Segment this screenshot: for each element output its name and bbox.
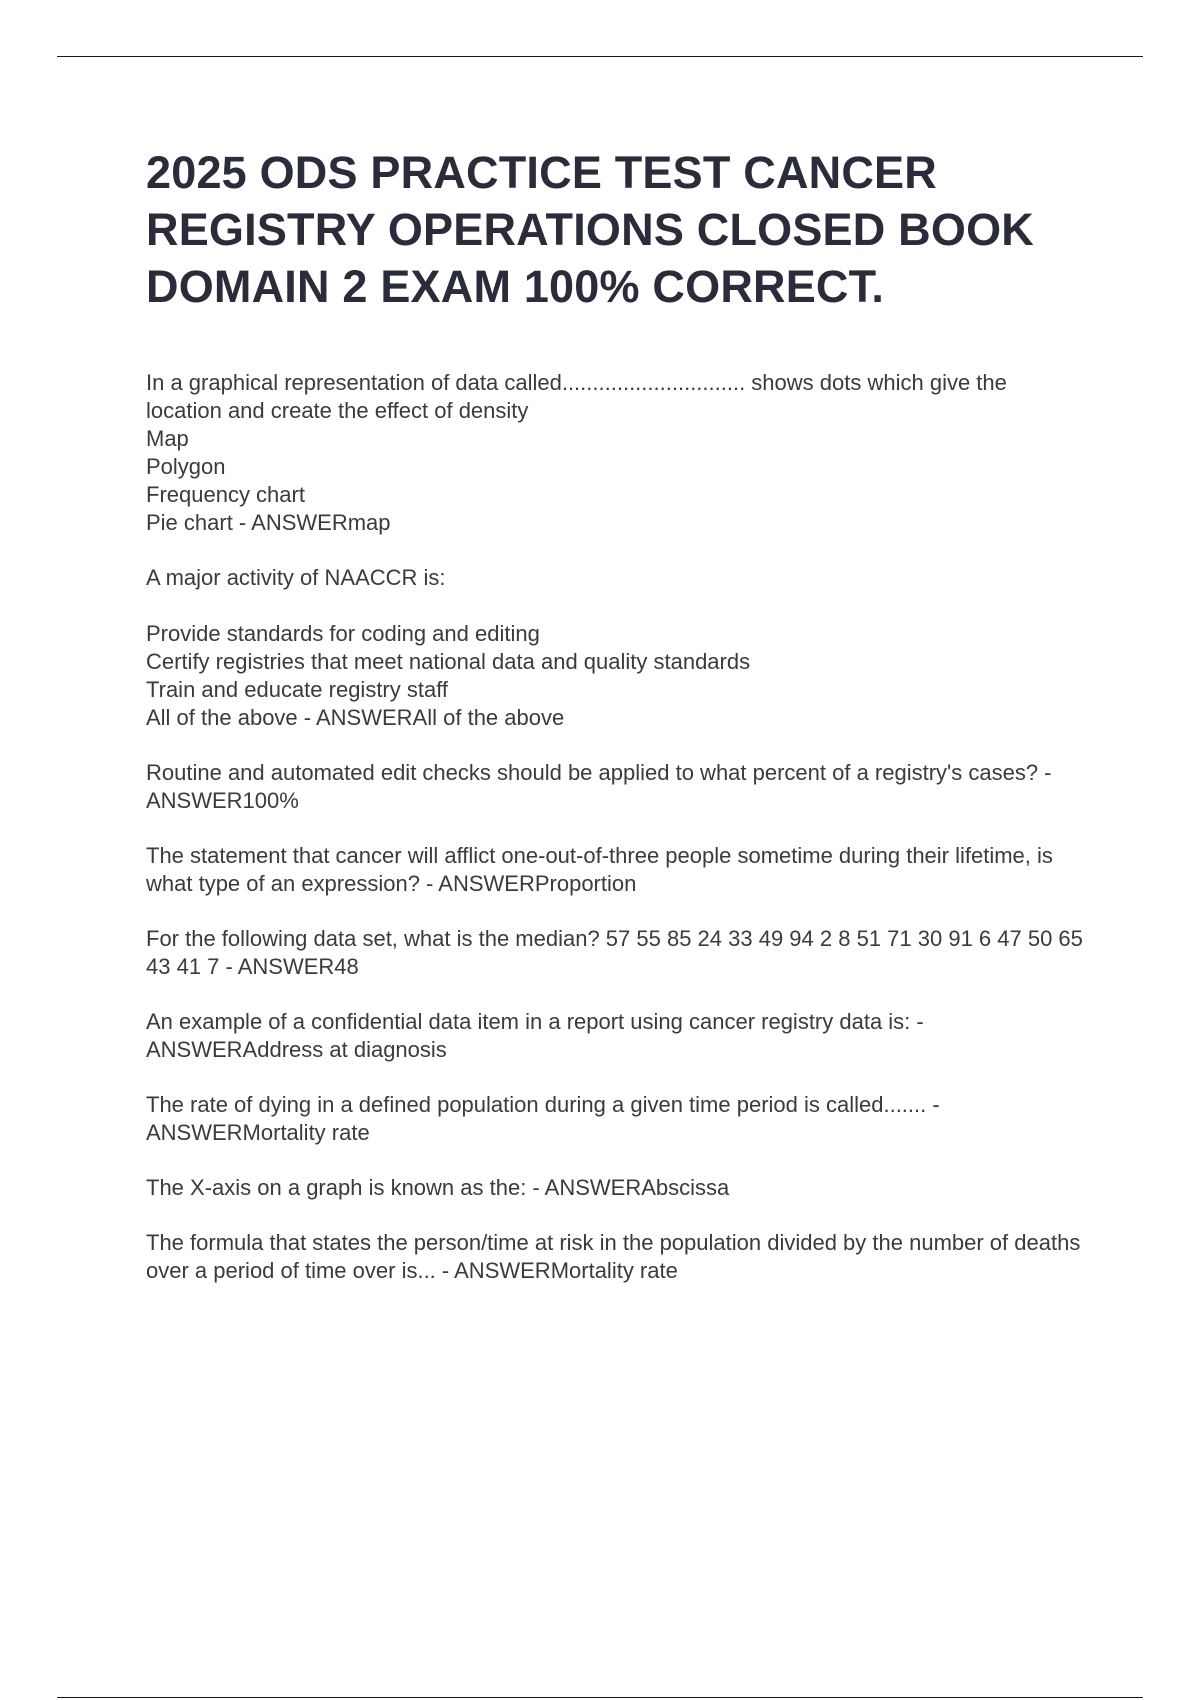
question-text: The formula that states the person/time at risk in the population divided by the number of deaths over a period of time over is... - ANSWERMortality rate — [146, 1230, 1081, 1283]
question-item — [146, 564, 1086, 732]
question-text: Routine and automated edit checks should be applied to what percent of a registry's cases? - ANSWER100% — [146, 760, 1052, 813]
top-rule — [57, 56, 1143, 57]
bottom-rule — [57, 1697, 1143, 1698]
question-text: The statement that cancer will afflict one-out-of-three people sometime during their lifetime, is what type of an expression? - ANSWERProportion — [146, 843, 1053, 896]
question-line: Certify registries that meet national data and quality standards — [146, 649, 751, 674]
question-line: Provide standards for coding and editing — [146, 621, 540, 646]
question-item — [146, 842, 1086, 898]
question-line: Map — [146, 426, 189, 451]
question-text: The X-axis on a graph is known as the: - ANSWERAbscissa — [146, 1175, 730, 1200]
question-text: In a graphical representation of data called.............................. shows dots which give the location and create the effect of density — [146, 370, 1007, 423]
document-body — [146, 144, 1086, 1312]
question-item — [146, 1174, 1086, 1202]
question-item — [146, 1008, 1086, 1064]
question-text: The rate of dying in a defined population during a given time period is called....... - ANSWERMortality rate — [146, 1092, 940, 1145]
question-line: Train and educate registry staff — [146, 677, 449, 702]
question-text: For the following data set, what is the median? 57 55 85 24 33 49 94 2 8 51 71 30 91 6 47 50 65 43 41 7 - ANSWER48 — [146, 926, 1083, 979]
question-line: Polygon — [146, 454, 226, 479]
question-text: An example of a confidential data item in a report using cancer registry data is: - ANSWERAddress at diagnosis — [146, 1009, 924, 1062]
question-item — [146, 759, 1086, 815]
question-list — [146, 369, 1086, 1285]
question-item — [146, 369, 1086, 537]
question-line: All of the above - ANSWERAll of the above — [146, 705, 565, 730]
blank-line — [146, 592, 1086, 620]
document-title: 2025 ODS PRACTICE TEST CANCER REGISTRY OPERATIONS CLOSED BOOK DOMAIN 2 EXAM 100% CORRECT. — [146, 147, 1034, 312]
question-line: Frequency chart — [146, 482, 305, 507]
question-line: Pie chart - ANSWERmap — [146, 510, 391, 535]
question-item — [146, 925, 1086, 981]
question-item — [146, 1229, 1086, 1285]
question-text: A major activity of NAACCR is: — [146, 565, 446, 590]
question-item — [146, 1091, 1086, 1147]
